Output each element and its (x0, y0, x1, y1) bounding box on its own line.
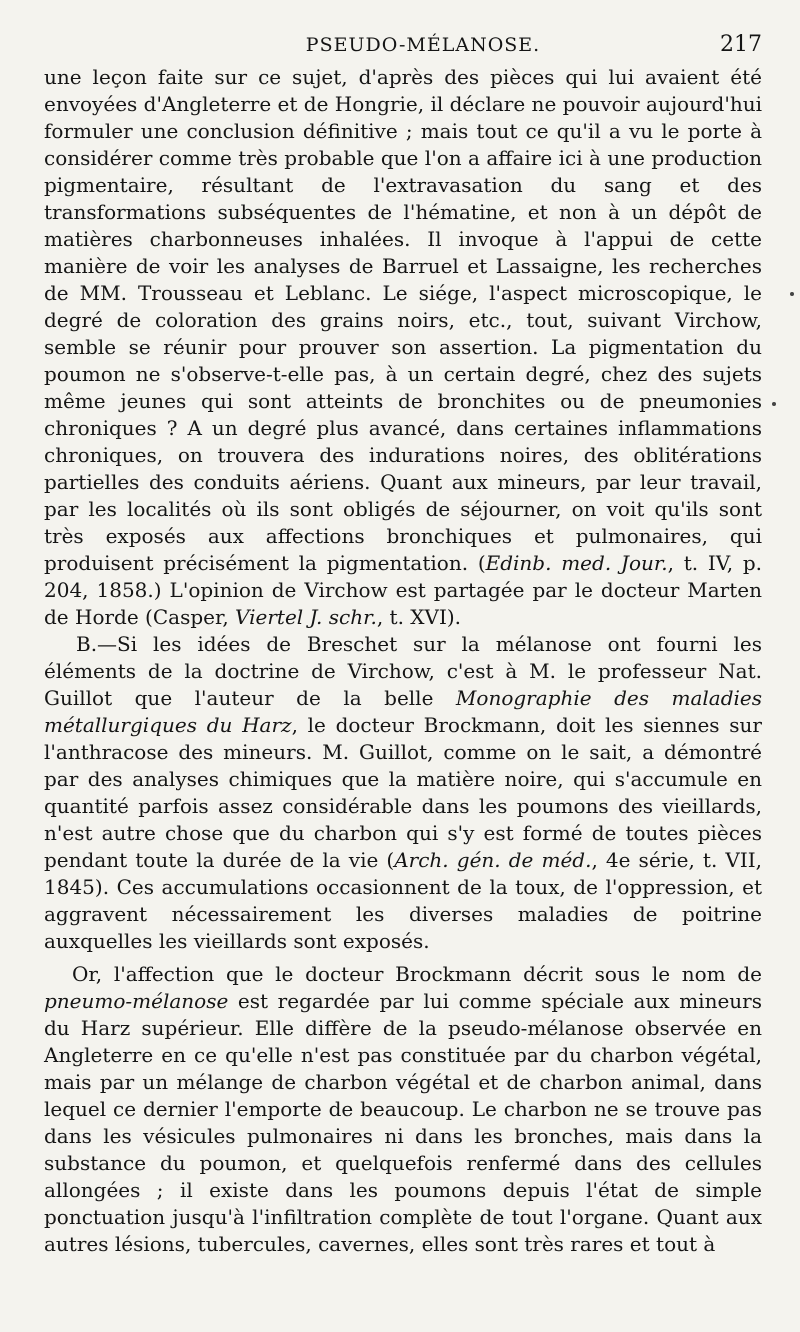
monograph-title: Monographie des maladies métallurgiques du Harz (44, 686, 762, 737)
disease-term: pneumo-mélanose (44, 989, 229, 1013)
text-run: Or, l'affection que le docteur Brockmann décrit sous le nom de (72, 962, 762, 986)
margin-speck (772, 402, 776, 406)
text-run: une leçon faite sur ce sujet, d'après des pièces qui lui avaient été envoyées d'Angleterre et de Hongrie, il déclare ne pouvoir aujourd'hui formuler une conclusion définitive ; mais tout ce qu'il a vu le porte à considérer comme très probable que l'on a affaire ici à une production pigmentaire, résultant de l'extravasation du sang et des transformations subséquentes de l'hématine, et non à un dépôt de matières charbonneuses inhalées. Il invoque à l'appui de cette manière de voir les analyses de Barruel et Lassaigne, les recherches de MM. Trousseau et Leblanc. Le siége, l'aspect microscopique, le degré de coloration des grains noirs, etc., tout, suivant Virchow, semble se réunir pour prouver son assertion. La pigmentation du poumon ne s'observe-t-elle pas, à un certain degré, chez des sujets même jeunes qui sont atteints de bronchites ou de pneumonies chroniques ? A un degré plus avancé, dans certaines inflammations chroniques, on trouvera des indurations noires, des oblitérations partielles des conduits aériens. Quant aux mineurs, par leur travail, par les localités où ils sont obligés de séjourner, on voit qu'ils sont très exposés aux affections bronchiques et pulmonaires, qui produisent précisément la pigmentation. ( (44, 65, 762, 575)
citation-title: Edinb. med. Jour. (485, 551, 668, 575)
text-run: , 4e série, t. VII, 1845). Ces accumulations occasionnent de la toux, de l'oppression, et aggravent nécessairement les diverses maladies de poitrine auxquelles les vieillards sont exposés. (44, 848, 762, 953)
citation-title: Viertel J. schr. (235, 605, 377, 629)
text-run: , le docteur Brockmann, doit les siennes sur l'anthracose des mineurs. M. Guillot, comme on le sait, a démontré par des analyses chimiques que la matière noire, qui s'accumule en quantité parfois assez considérable dans les poumons des vieillards, n'est autre chose que du charbon qui s'y est formé de toutes pièces pendant toute la durée de la vie ( (44, 713, 762, 872)
page-number: 217 (720, 32, 762, 57)
text-run: , t. IV, p. 204, 1858.) L'opinion de Virchow est partagée par le docteur Marten de Horde (Casper, (44, 551, 762, 629)
text-run: B.—Si les idées de Breschet sur la mélanose ont fourni les éléments de la doctrine de Virchow, c'est à M. le professeur Nat. Guillot que l'auteur de la belle (44, 632, 762, 710)
body-text (44, 64, 762, 1258)
text-run: est regardée par lui comme spéciale aux mineurs du Harz supérieur. Elle diffère de la pseudo-mélanose observée en Angleterre en ce qu'elle n'est pas constituée par du charbon végétal, mais par un mélange de charbon végétal et de charbon animal, dans lequel ce dernier l'emporte de beaucoup. Le charbon ne se trouve pas dans les vésicules pulmonaires ni dans les bronches, mais dans la substance du poumon, et quelquefois renfermé dans des cellules allongées ; il existe dans les poumons depuis l'état de simple ponctuation jusqu'à l'infiltration complète de tout l'organe. Quant aux autres lésions, tubercules, cavernes, elles sont très rares et tout à (44, 989, 762, 1256)
paragraph-continuation (44, 64, 762, 631)
text-run: , t. XVI). (376, 605, 462, 629)
paragraph-b (44, 631, 762, 955)
margin-speck (790, 292, 794, 296)
paragraph-brockmann (44, 961, 762, 1258)
running-head: PSEUDO-MÉLANOSE. (305, 34, 541, 56)
page-header (44, 30, 762, 64)
citation-title: Arch. gén. de méd. (394, 848, 592, 872)
